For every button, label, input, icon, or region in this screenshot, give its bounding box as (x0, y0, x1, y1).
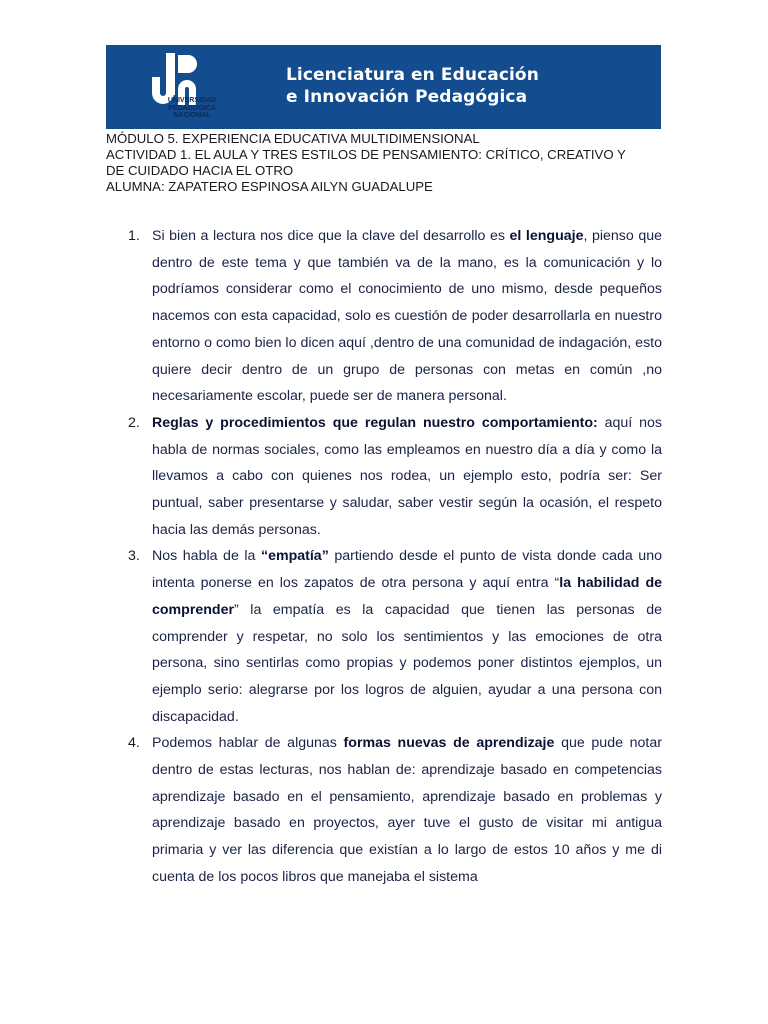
list-item: 2. Reglas y procedimientos que regulan nuestro comportamiento: aquí nos habla de normas sociales, como las empleamos en nuestro día a día y como la llevamos a cabo con quienes nos rodea, un ejemplo esto, podría ser: Ser puntual, saber presentarse y saludar, saber vestir según la ocasión, el respeto hacia las demás personas. (128, 414, 662, 538)
module-line: MÓDULO 5. EXPERIENCIA EDUCATIVA MULTIDIMENSIONAL (106, 131, 480, 146)
list-item: 4. Podemos hablar de algunas formas nuevas de aprendizaje que pude notar dentro de estas lecturas, nos hablan de: aprendizaje basado en competencias aprendizaje basado en el pensamiento, aprendizaje basado en problemas y aprendizaje basado en proyectos, ayer tuve el gusto de visitar mi antigua primaria y ver las diferencia que existían a lo largo de estos 10 años y me di cuenta de los pocos libros que manejaba el sistema (128, 735, 662, 885)
logo-caption: UNIVERSIDAD PEDAGÓGICA NACIONAL (167, 97, 217, 119)
activity-line-2: DE CUIDADO HACIA EL OTRO (106, 163, 294, 178)
answers-list (106, 223, 662, 891)
header-banner (106, 45, 661, 129)
program-title: Licenciatura en Educación e Innovación Pedagógica (286, 65, 539, 107)
activity-line-1: ACTIVIDAD 1. EL AULA Y TRES ESTILOS DE PENSAMIENTO: CRÍTICO, CREATIVO Y (106, 147, 626, 162)
document-header (106, 131, 666, 195)
list-item: 1. Si bien a lectura nos dice que la clave del desarrollo es el lenguaje, pienso que dentro de este tema y que también va de la mano, es la comunicación y lo podríamos considerar como el conocimiento de uno mismo, desde pequeños nacemos con esta capacidad, solo es cuestión de poder desarrollarla en nuestro entorno o como bien lo dicen aquí ,dentro de una comunidad de indagación, esto quiere decir dentro de un grupo de personas con metas en común ,no necesariamente escolar, puede ser de manera personal. (128, 228, 662, 405)
student-line: ALUMNA: ZAPATERO ESPINOSA AILYN GUADALUPE (106, 179, 433, 194)
list-item: 3. Nos habla de la “empatía” partiendo desde el punto de vista donde cada uno intenta ponerse en los zapatos de otra persona y aquí entra “la habilidad de comprender” la empatía es la capacidad que tienen las personas de comprender y respetar, no solo los sentimientos y las emociones de otra persona, sino sentirlas como propias y podemos poner distintos ejemplos, un ejemplo serio: alegrarse por los logros de alguien, ayudar a una persona con discapacidad. (128, 548, 663, 725)
